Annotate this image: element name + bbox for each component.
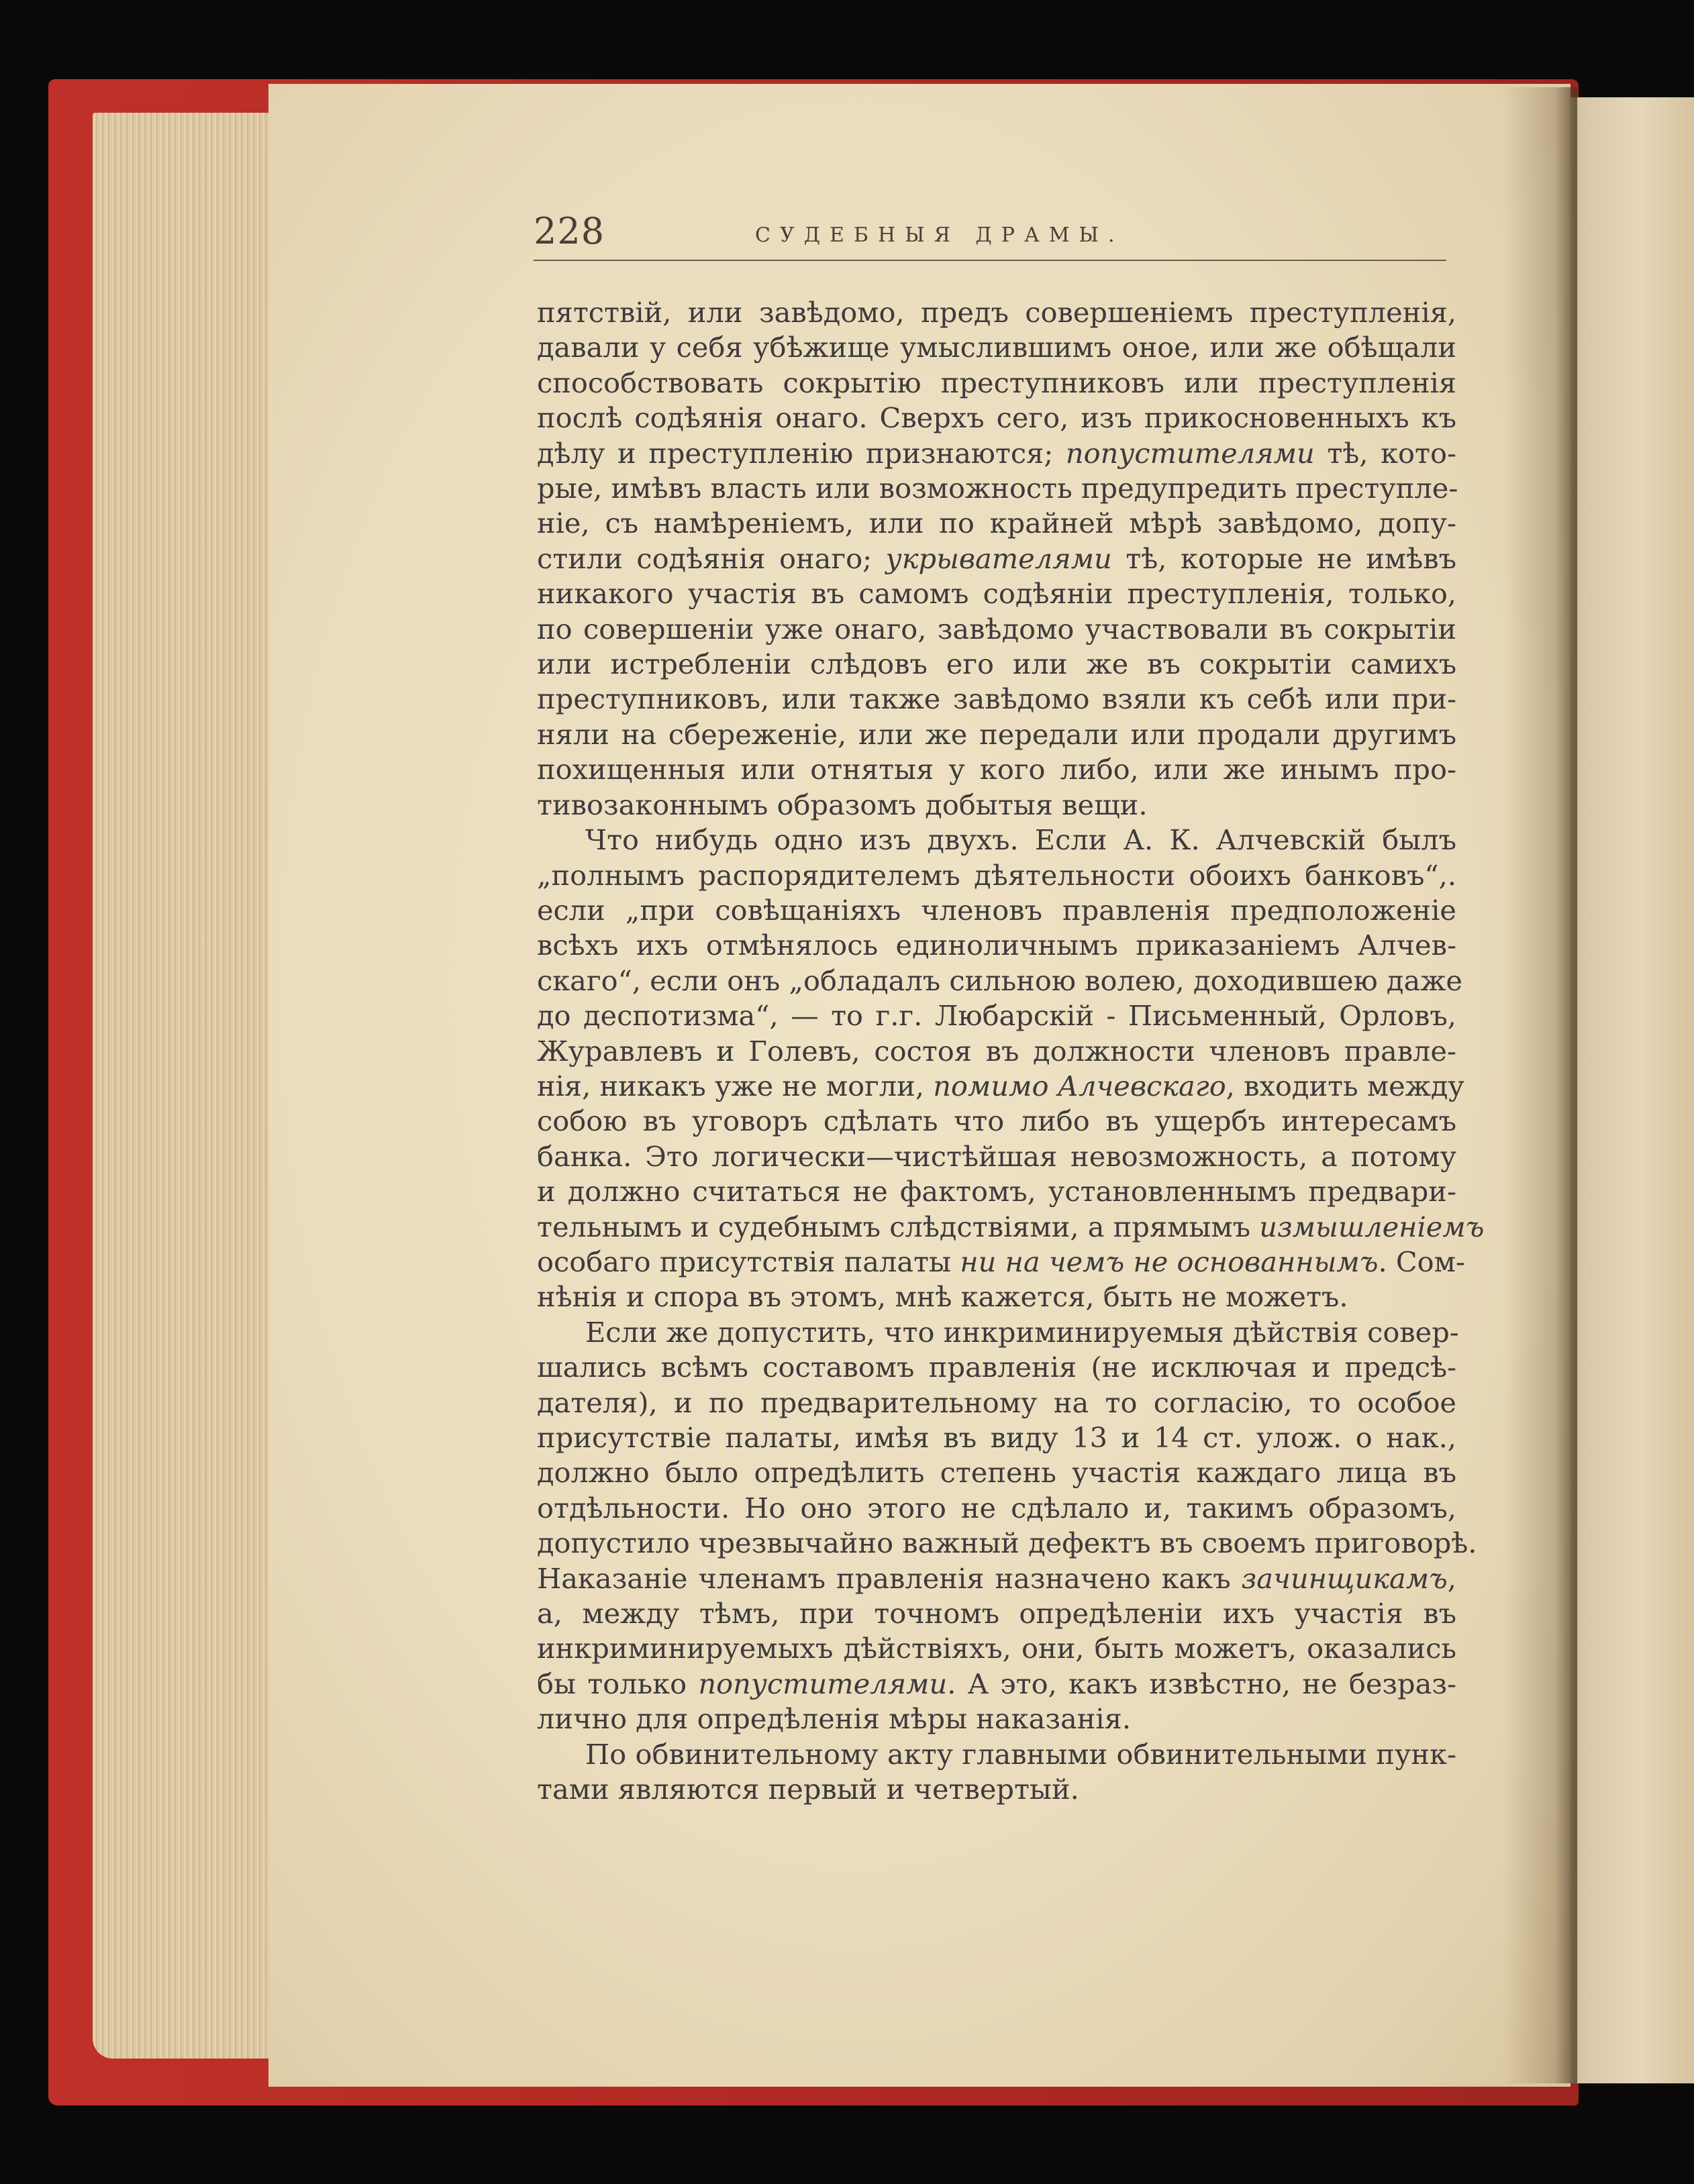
- text-line: [537, 1245, 1465, 1280]
- text-segment: а, между тѣмъ, при точномъ опредѣленіи ихъ участія въ: [537, 1597, 1456, 1630]
- text-segment: банка. Это логически—чистѣйшая невозможность, а потому: [537, 1139, 1456, 1173]
- text-line: [537, 1455, 1456, 1490]
- text-line: [537, 1772, 1456, 1807]
- text-segment: всѣхъ ихъ отмѣнялось единоличнымъ приказаніемъ Алчев-: [537, 929, 1456, 962]
- text-line: [537, 1526, 1477, 1561]
- text-segment: особаго присутствія палаты: [537, 1245, 960, 1278]
- text-segment: послѣ содѣянія онаго. Сверхъ сего, изъ прикосновенныхъ къ: [537, 401, 1456, 435]
- emphasis-text: попустителями: [1065, 436, 1315, 470]
- text-segment: Если же допустить, что инкриминируемыя дѣйствія совер-: [585, 1315, 1459, 1349]
- text-line: [537, 823, 1456, 857]
- text-segment: ніе, съ намѣреніемъ, или по крайней мѣрѣ завѣдомо, допу-: [537, 507, 1456, 540]
- text-line: [537, 541, 1456, 576]
- text-line: [537, 717, 1456, 752]
- text-segment: лично для опредѣленія мѣры наказанія.: [537, 1702, 1132, 1736]
- emphasis-text: зачинщикамъ: [1241, 1561, 1448, 1595]
- text-segment: дѣлу и преступленію признаются;: [537, 436, 1066, 470]
- text-segment: преступниковъ, или также завѣдомо взяли къ себѣ или при-: [537, 682, 1456, 716]
- text-line: [537, 1210, 1485, 1245]
- text-line: [537, 1174, 1456, 1209]
- running-title: СУДЕБНЫЯ ДРАМЫ.: [755, 223, 1124, 247]
- text-segment: бы только: [537, 1667, 699, 1700]
- text-line: [537, 998, 1456, 1033]
- text-line: [537, 1104, 1456, 1139]
- text-segment: нѣнія и спора въ этомъ, мнѣ кажется, быть не можетъ.: [537, 1280, 1348, 1314]
- emphasis-text: измышленіемъ: [1259, 1210, 1485, 1243]
- text-line: [537, 1034, 1456, 1069]
- text-line: [537, 1420, 1456, 1455]
- text-line: [537, 1139, 1456, 1174]
- text-line: [537, 401, 1456, 435]
- text-line: [537, 1350, 1456, 1385]
- text-segment: тѣ, которые не имѣвъ: [1111, 541, 1457, 575]
- text-line: [537, 436, 1456, 471]
- text-segment: если „при совѣщаніяхъ членовъ правленія предположеніе: [537, 893, 1456, 927]
- text-segment: „полнымъ распорядителемъ дѣятельности обоихъ банковъ“,.: [537, 858, 1456, 892]
- text-segment: похищенныя или отнятыя у кого либо, или же инымъ про-: [537, 753, 1456, 786]
- text-segment: тѣ, кото-: [1314, 436, 1456, 470]
- text-segment: собою въ уговоръ сдѣлать что либо въ ущербъ интересамъ: [537, 1104, 1456, 1138]
- text-segment: нія, никакъ уже не могли,: [537, 1069, 934, 1102]
- emphasis-text: ни на чемъ не основаннымъ: [960, 1245, 1379, 1278]
- text-segment: дателя), и по предварительному на то согласію, то особое: [537, 1386, 1456, 1419]
- text-line: [537, 752, 1456, 787]
- text-segment: давали у себя убѣжище умыслившимъ оное, или же обѣщали: [537, 331, 1456, 364]
- text-segment: Что нибудь одно изъ двухъ. Если А. К. Алчевскій былъ: [585, 823, 1456, 857]
- text-line: [537, 1315, 1459, 1350]
- text-segment: способствовать сокрытію преступниковъ или преступленія: [537, 366, 1456, 399]
- text-line: [537, 1702, 1456, 1736]
- text-segment: тами являются первый и четвертый.: [537, 1773, 1079, 1806]
- text-segment: тивозаконнымъ образомъ добытыя вещи.: [537, 788, 1148, 821]
- text-line: [537, 330, 1456, 365]
- text-segment: , входить между: [1226, 1069, 1464, 1102]
- text-line: [537, 576, 1456, 611]
- text-segment: по совершеніи уже онаго, завѣдомо участвовали въ сокрытіи: [537, 612, 1456, 645]
- text-segment: инкриминируемыхъ дѣйствіяхъ, они, быть можетъ, оказались: [537, 1632, 1456, 1665]
- text-line: [537, 928, 1456, 963]
- text-segment: Наказаніе членамъ правленія назначено какъ: [537, 1561, 1242, 1595]
- text-line: [537, 471, 1456, 506]
- text-segment: скаго“, если онъ „обладалъ сильною волею, доходившею даже: [537, 964, 1462, 997]
- text-line: [537, 788, 1456, 823]
- text-line: [537, 1737, 1456, 1772]
- text-line: [537, 1667, 1456, 1702]
- text-line: [537, 1069, 1464, 1104]
- text-line: [537, 1631, 1456, 1666]
- text-segment: и должно считаться не фактомъ, установленнымъ предвари-: [537, 1175, 1456, 1208]
- text-segment: шались всѣмъ составомъ правленія (не исключая и предсѣ-: [537, 1351, 1456, 1384]
- emphasis-text: попустителями: [698, 1667, 948, 1700]
- page-edges: [93, 113, 294, 2059]
- text-line: [537, 295, 1456, 330]
- page-header: [534, 205, 1446, 265]
- text-segment: тельнымъ и судебнымъ слѣдствіями, а прямымъ: [537, 1210, 1260, 1243]
- text-line: [537, 612, 1456, 647]
- header-rule: [534, 260, 1446, 261]
- body-text: [537, 295, 1485, 1807]
- text-segment: до деспотизма“, — то г.г. Любарскій - Письменный, Орловъ,: [537, 999, 1456, 1033]
- text-segment: пятствій, или завѣдомо, предъ совершеніемъ преступленія,: [537, 296, 1456, 329]
- text-segment: . Сом-: [1378, 1245, 1465, 1278]
- emphasis-text: помимо Алчевскаго: [933, 1069, 1226, 1102]
- text-line: [537, 1491, 1456, 1526]
- text-line: [537, 893, 1456, 928]
- text-segment: никакого участія въ самомъ содѣяніи преступленія, только,: [537, 577, 1456, 611]
- text-line: [537, 1386, 1456, 1420]
- text-segment: няли на сбереженіе, или же передали или продали другимъ: [537, 717, 1456, 751]
- text-segment: присутствіе палаты, имѣя въ виду 13 и 14 ст. улож. о нак.,: [537, 1421, 1456, 1454]
- text-segment: допустило чрезвычайно важный дефектъ въ своемъ приговорѣ.: [537, 1526, 1477, 1560]
- text-line: [537, 1596, 1456, 1631]
- text-segment: По обвинительному акту главными обвинительными пунк-: [585, 1737, 1456, 1771]
- text-line: [537, 858, 1456, 893]
- text-segment: рые, имѣвъ власть или возможность предупредить преступле-: [537, 472, 1458, 505]
- emphasis-text: укрывателями: [885, 541, 1112, 575]
- text-segment: Журавлевъ и Голевъ, состоя въ должности членовъ правле-: [537, 1034, 1456, 1068]
- text-line: [537, 647, 1456, 682]
- text-line: [537, 366, 1456, 401]
- text-line: [537, 506, 1456, 541]
- page-number: 228: [534, 210, 605, 252]
- text-segment: ,: [1447, 1561, 1456, 1595]
- text-segment: или истребленіи слѣдовъ его или же въ сокрытіи самихъ: [537, 647, 1456, 681]
- text-segment: стили содѣянія онаго;: [537, 541, 886, 575]
- text-line: [537, 682, 1456, 717]
- text-line: [537, 1561, 1456, 1596]
- text-segment: должно было опредѣлить степень участія каждаго лица въ: [537, 1456, 1456, 1490]
- page-gutter-shadow: [1503, 87, 1577, 2083]
- text-line: [537, 964, 1462, 998]
- text-segment: . А это, какъ извѣстно, не безраз-: [947, 1667, 1456, 1700]
- text-line: [537, 1280, 1456, 1314]
- text-segment: отдѣльности. Но оно этого не сдѣлало и, такимъ образомъ,: [537, 1491, 1456, 1524]
